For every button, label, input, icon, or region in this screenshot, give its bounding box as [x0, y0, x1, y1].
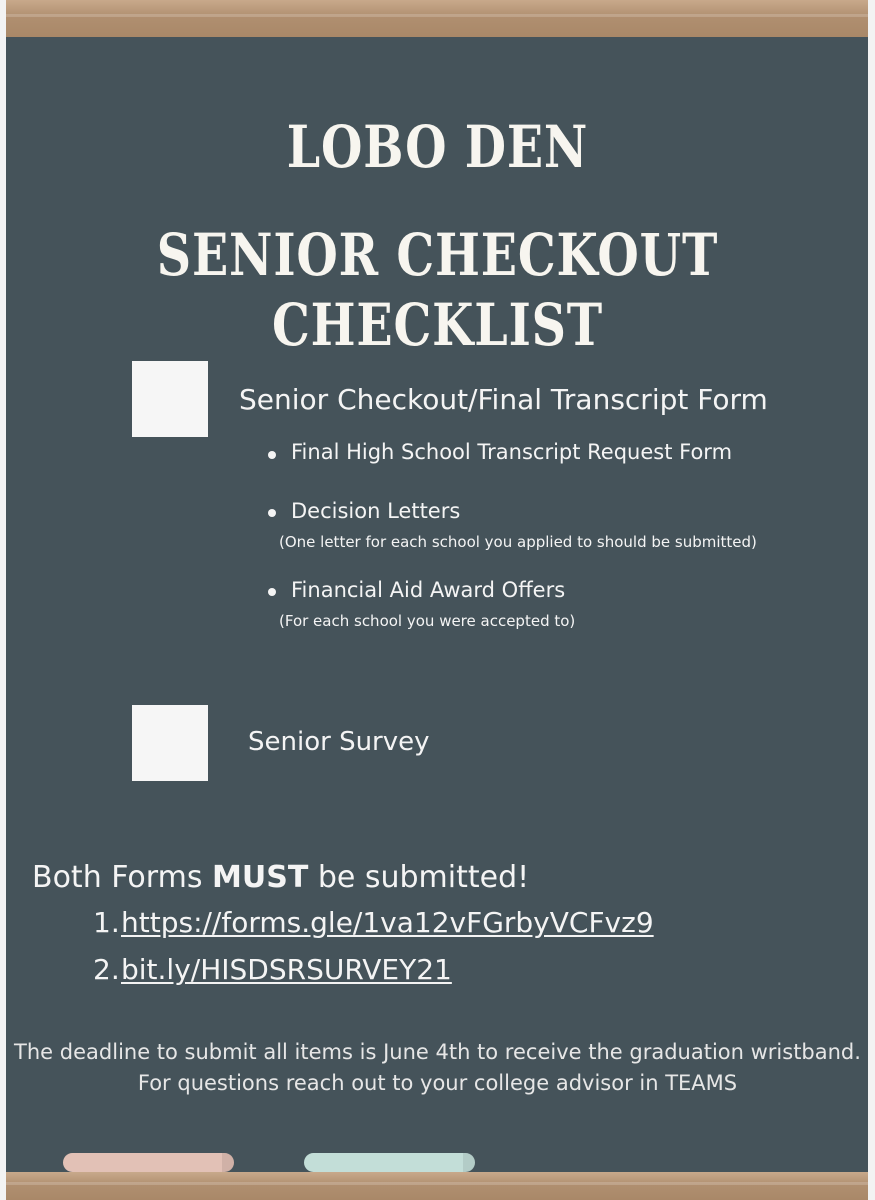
- link-row-survey: [93, 953, 452, 986]
- bullet-icon: [268, 588, 276, 596]
- title-line-2: SENIOR CHECKOUT CHECKLIST: [156, 221, 719, 359]
- checkbox-transcript-form[interactable]: [132, 361, 208, 437]
- bullet-icon: [268, 451, 276, 459]
- deadline-text: The deadline to submit all items is June 4th to receive the graduation wristband.: [14, 1040, 861, 1064]
- submission-instruction: [32, 860, 529, 895]
- sub-item-note-financial-aid: (For each school you were accepted to): [279, 612, 576, 630]
- sub-item-financial-aid: Financial Aid Award Offers: [291, 578, 566, 602]
- link-number: 1.: [93, 906, 120, 939]
- checklist-item-transcript-form: Senior Checkout/Final Transcript Form: [239, 383, 768, 416]
- wood-frame-top: [6, 0, 868, 37]
- chalkboard: [6, 37, 868, 1172]
- submission-suffix: be submitted!: [308, 860, 530, 895]
- contact-text: For questions reach out to your college advisor in TEAMS: [137, 1071, 738, 1095]
- submission-emphasis: MUST: [212, 860, 309, 895]
- submission-prefix: Both Forms: [32, 860, 212, 895]
- sub-item-decision-letters: Decision Letters: [291, 499, 461, 523]
- checkbox-senior-survey[interactable]: [132, 705, 208, 781]
- bullet-icon: [268, 509, 276, 517]
- green-chalk-stick: [304, 1153, 475, 1172]
- checklist-item-senior-survey: Senior Survey: [248, 727, 430, 757]
- link-number: 2.: [93, 953, 120, 986]
- title-line-1: LOBO DEN: [286, 113, 589, 181]
- sub-item-note-decision-letters: (One letter for each school you applied to should be submitted): [279, 533, 757, 551]
- pink-chalk-stick: [63, 1153, 234, 1172]
- link-row-form: [93, 906, 654, 939]
- sub-item-transcript-request: Final High School Transcript Request Form: [291, 440, 733, 464]
- link-senior-survey[interactable]: bit.ly/HISDSRSURVEY21: [121, 953, 452, 986]
- link-checkout-form[interactable]: https://forms.gle/1va12vFGrbyVCFvz9: [121, 906, 654, 939]
- wood-frame-bottom: [6, 1172, 868, 1200]
